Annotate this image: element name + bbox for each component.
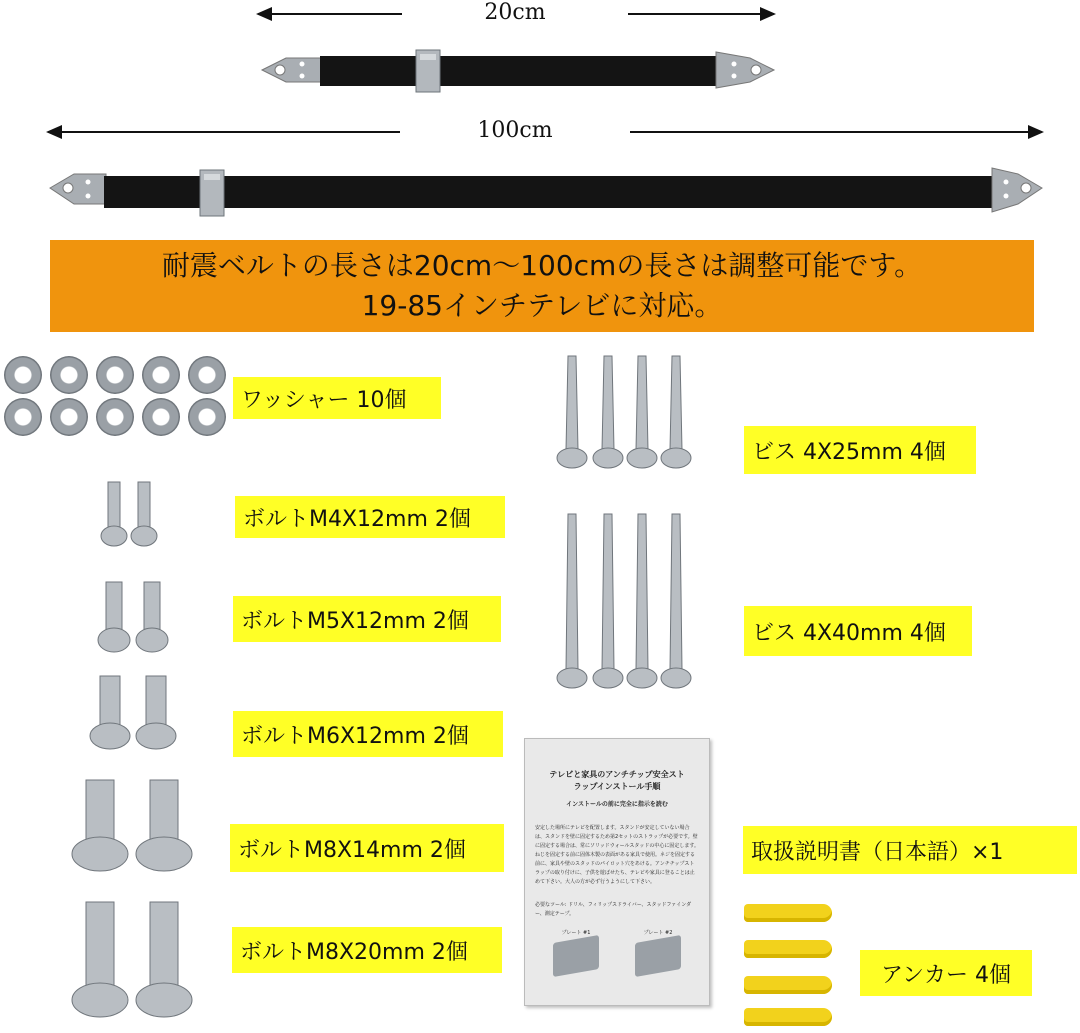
bolt-m8-20-image xyxy=(70,898,202,1022)
manual-plate-2: プレート #2 xyxy=(635,929,681,973)
bolt-m8-14-image xyxy=(70,776,202,876)
manual-title-line-1: テレビと家具のアンチチップ安全スト xyxy=(549,770,685,779)
long-dimension-arrow-right xyxy=(630,131,1042,133)
anchors-image xyxy=(744,904,836,1028)
bolt-m5-image xyxy=(96,578,176,656)
manual-label: 取扱説明書（日本語）×1 xyxy=(743,826,1077,874)
banner-line-2: 19-85インチテレビに対応。 xyxy=(361,289,723,322)
bolt-m8-14-label: ボルトM8X14mm 2個 xyxy=(230,824,504,872)
screw-4x25-image xyxy=(552,354,694,472)
adjustable-length-banner xyxy=(50,240,1034,332)
bolt-m6-label: ボルトM6X12mm 2個 xyxy=(233,711,503,757)
long-dimension-arrow-left xyxy=(48,131,400,133)
washers-image xyxy=(4,356,230,438)
screw-4x40-label: ビス 4X40mm 4個 xyxy=(744,606,972,656)
manual-plate-1: プレート #1 xyxy=(553,929,599,973)
short-strap-length-label: 20cm xyxy=(484,0,546,25)
short-dimension-arrow-right xyxy=(628,13,774,15)
washer-label: ワッシャー 10個 xyxy=(233,377,441,419)
bolt-m6-image xyxy=(88,672,184,752)
manual-required-tools: 必要なツール: ドリル、フィリップスドライバー、スタッドファインダー、測定テープ。 xyxy=(535,902,692,917)
bolt-m4-label: ボルトM4X12mm 2個 xyxy=(235,496,505,538)
short-dimension-arrow-left xyxy=(258,13,402,15)
anchor-label: アンカー 4個 xyxy=(860,950,1032,996)
bolt-m4-image xyxy=(100,478,166,550)
screw-4x40-image xyxy=(552,512,694,692)
instruction-manual-image xyxy=(524,738,710,1006)
short-strap-image xyxy=(258,40,778,96)
screw-4x25-label: ビス 4X25mm 4個 xyxy=(744,426,976,474)
manual-title-line-2: ラップインストール手順 xyxy=(573,782,661,791)
bolt-m5-label: ボルトM5X12mm 2個 xyxy=(233,596,501,642)
manual-body: 安定した場所にテレビを配置します。スタンドが安定していない場合は、スタンドを壁に固定するため第2セットのストラップが必要です。壁に固定する場合は、常にソリッドウォールスタッドの中心に固定します。ねじを固定する前に固体木製の表面がある家具で使用。ネジを固定する前に、家具や壁のスタッドのパイロット穴をあける。アンチチップストラップの取り付けに、子供を遊ばせたち、テレビや家具に登ることは止めて下さい。大人の方が必ず行うようにして下さい。 xyxy=(535,825,699,885)
banner-line-1: 耐震ベルトの長さは20cm～100cmの長さは調整可能です。 xyxy=(161,249,923,282)
manual-plates xyxy=(535,929,699,973)
long-strap-length-label: 100cm xyxy=(477,118,553,143)
manual-subtitle: インストールの前に完全に指示を読む xyxy=(566,801,668,808)
bolt-m8-20-label: ボルトM8X20mm 2個 xyxy=(232,927,502,973)
long-strap-image xyxy=(46,160,1046,220)
